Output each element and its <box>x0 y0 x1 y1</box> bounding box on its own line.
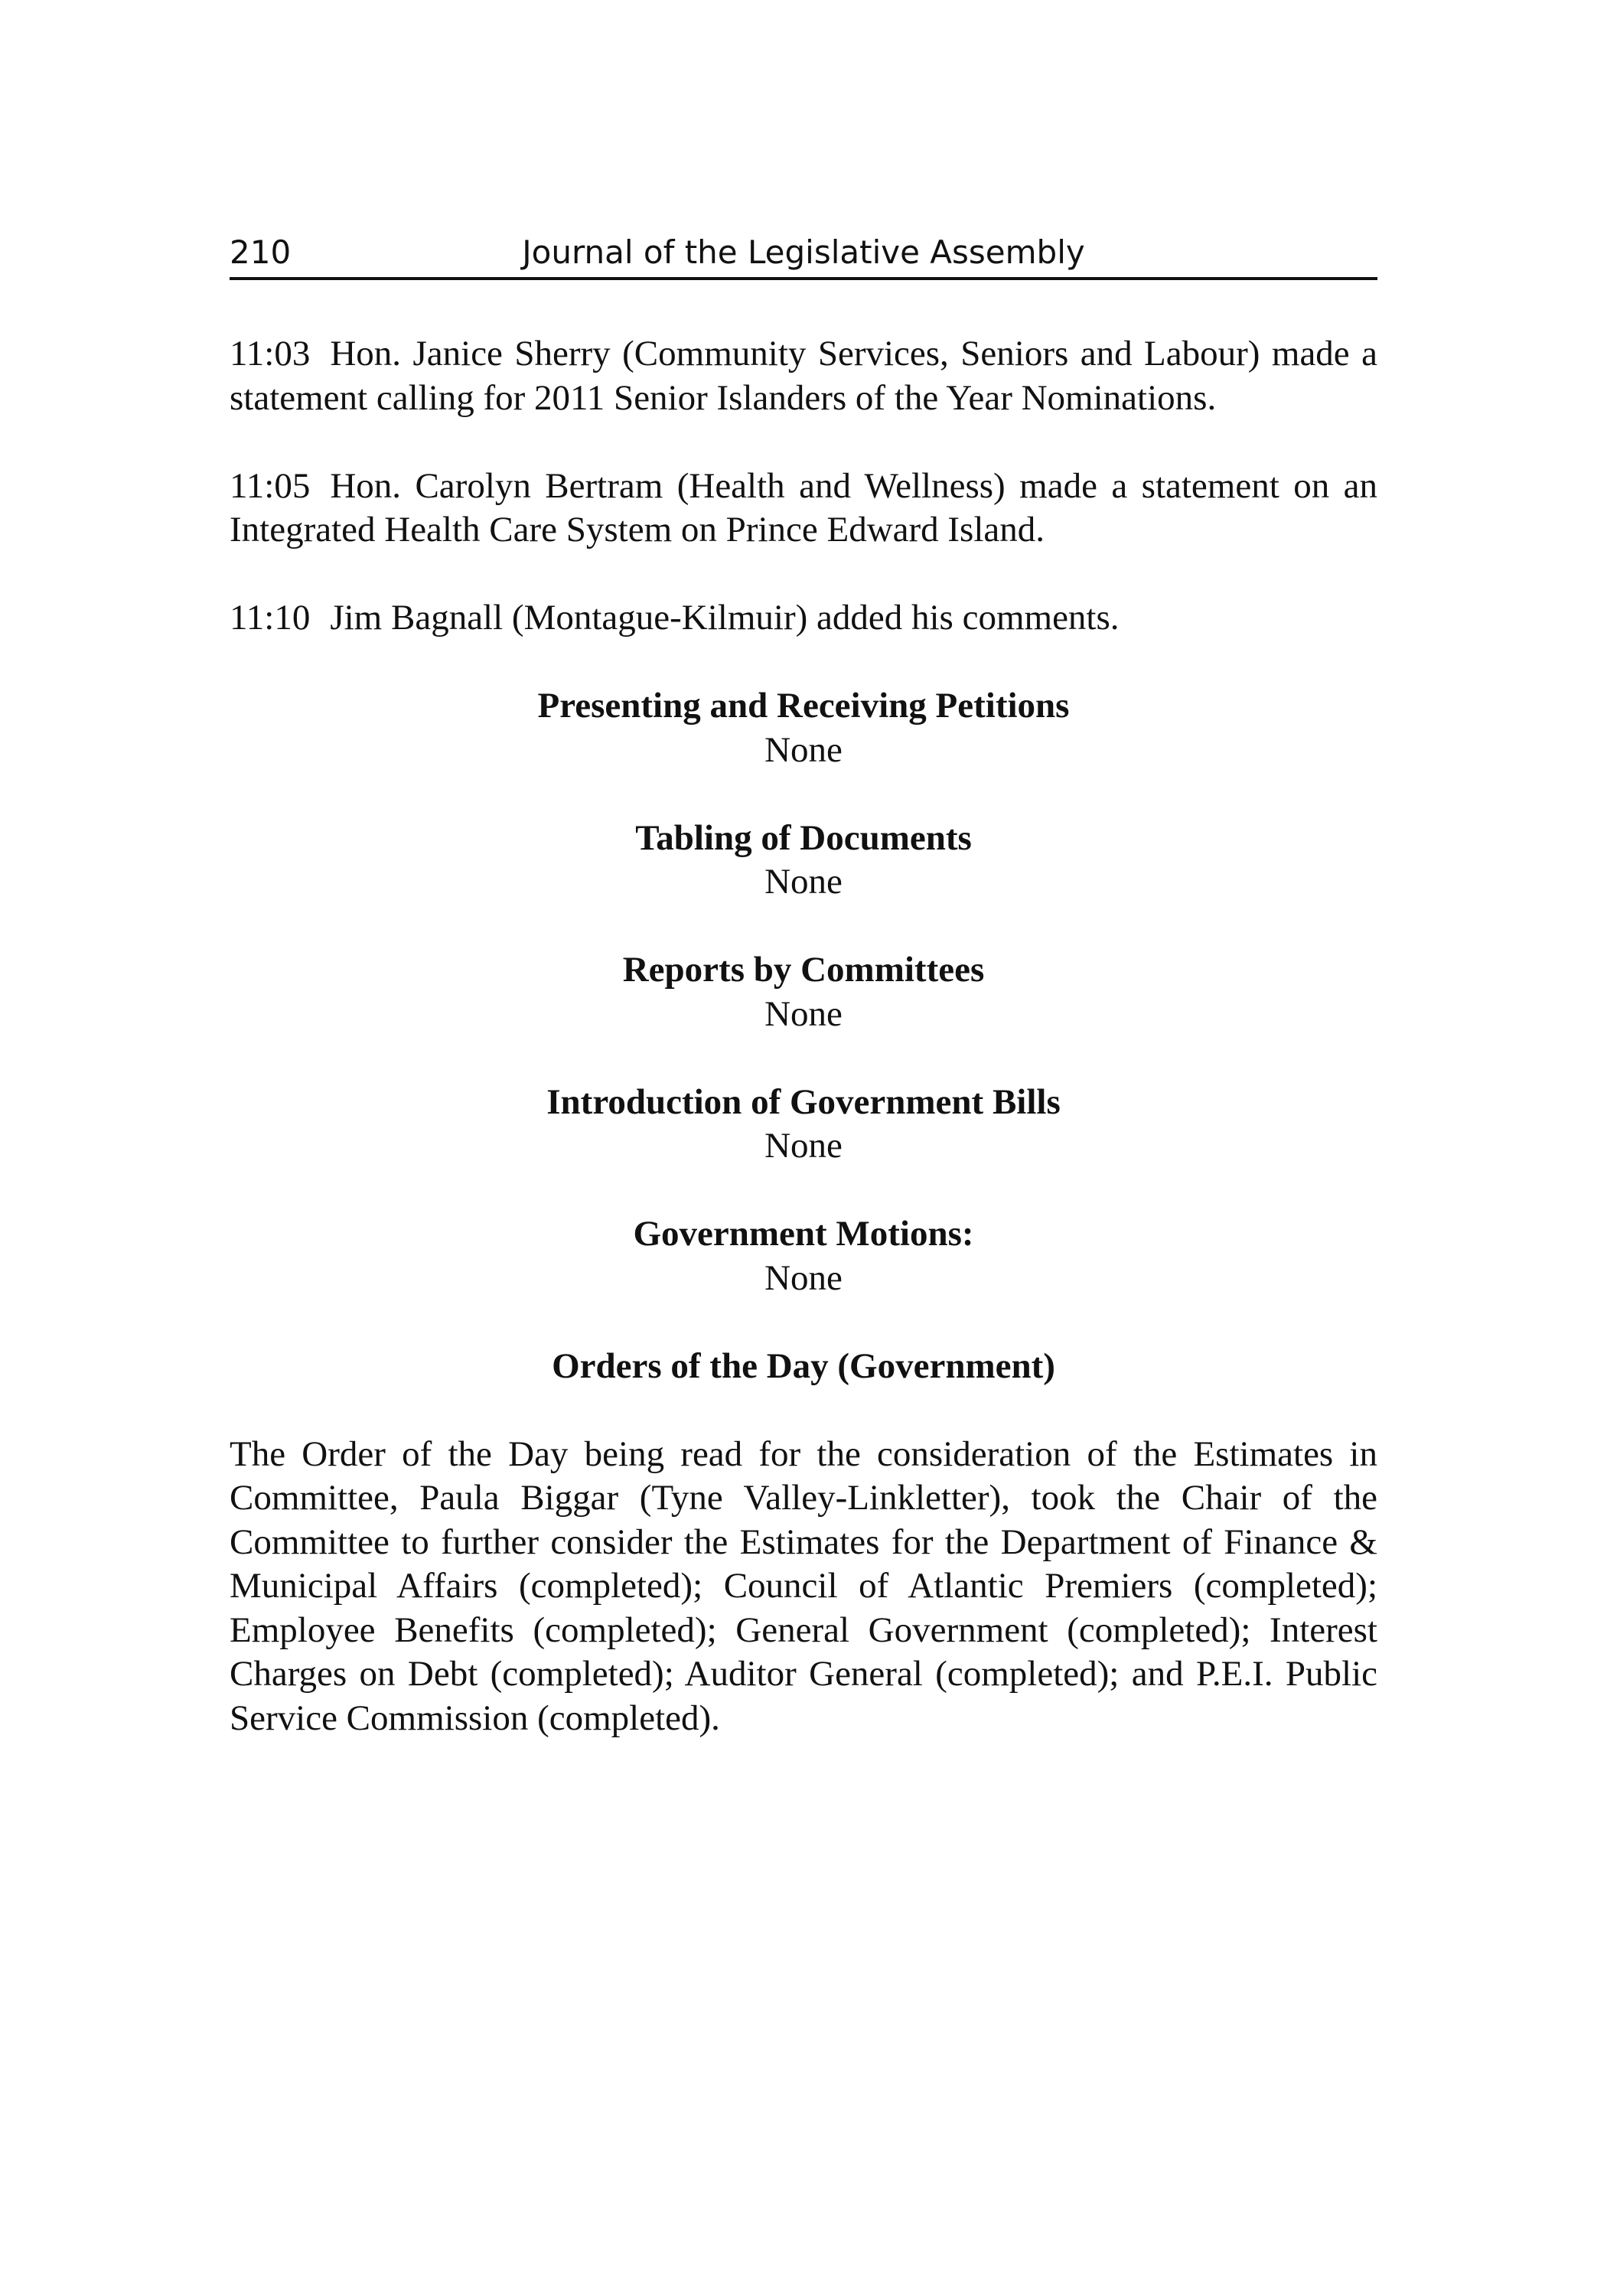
section-heading-committee-reports: Reports by Committees <box>622 950 985 990</box>
entry-text: Hon. Janice Sherry (Community Services, Seniors and Labour) made a statement calling for 2011 Senior Islanders of the Year Nominations. <box>230 334 1377 418</box>
section-heading-government-motions: Government Motions: <box>633 1214 974 1254</box>
section-value-petitions: None <box>764 729 843 770</box>
running-header <box>230 228 1377 280</box>
orders-of-the-day-paragraph: The Order of the Day being read for the consideration of the Estimates in Committee, Paula Biggar (Tyne Valley-Linkletter), took the Chair of the Committee to further consider the Estimates for the Department of Finance & Municipal Affairs (completed); Council of Atlantic Premiers (completed); Employee Benefits (completed); General Government (completed); Interest Charges on Debt (completed); Auditor General (completed); and P.E.I. Public Service Commission (completed). <box>230 1433 1377 1738</box>
journal-body <box>230 332 1377 1740</box>
section-heading-orders-of-the-day: Orders of the Day (Government) <box>552 1345 1055 1386</box>
statement-entry <box>230 596 1377 641</box>
journal-title: Journal of the Legislative Assembly <box>522 233 1085 271</box>
section-heading-petitions: Presenting and Receiving Petitions <box>537 686 1070 726</box>
entry-time: 11:03 <box>230 334 311 373</box>
section-heading-government-bills: Introduction of Government Bills <box>546 1081 1061 1122</box>
entry-time: 11:10 <box>230 598 311 638</box>
statement-entry <box>230 465 1377 553</box>
statement-entry <box>230 332 1377 420</box>
section-value-committee-reports: None <box>764 993 843 1034</box>
entry-text: Jim Bagnall (Montague-Kilmuir) added his comments. <box>330 598 1120 638</box>
section-heading-tabling: Tabling of Documents <box>635 817 972 858</box>
journal-page <box>230 0 1377 2296</box>
entry-time: 11:05 <box>230 465 311 506</box>
section-value-tabling: None <box>764 862 843 902</box>
entry-text: Hon. Carolyn Bertram (Health and Wellness) made a statement on an Integrated Health Care System on Prince Edward Island. <box>230 465 1377 550</box>
page-number: 210 <box>230 233 292 271</box>
section-value-government-motions: None <box>764 1257 843 1298</box>
section-value-government-bills: None <box>764 1126 843 1166</box>
